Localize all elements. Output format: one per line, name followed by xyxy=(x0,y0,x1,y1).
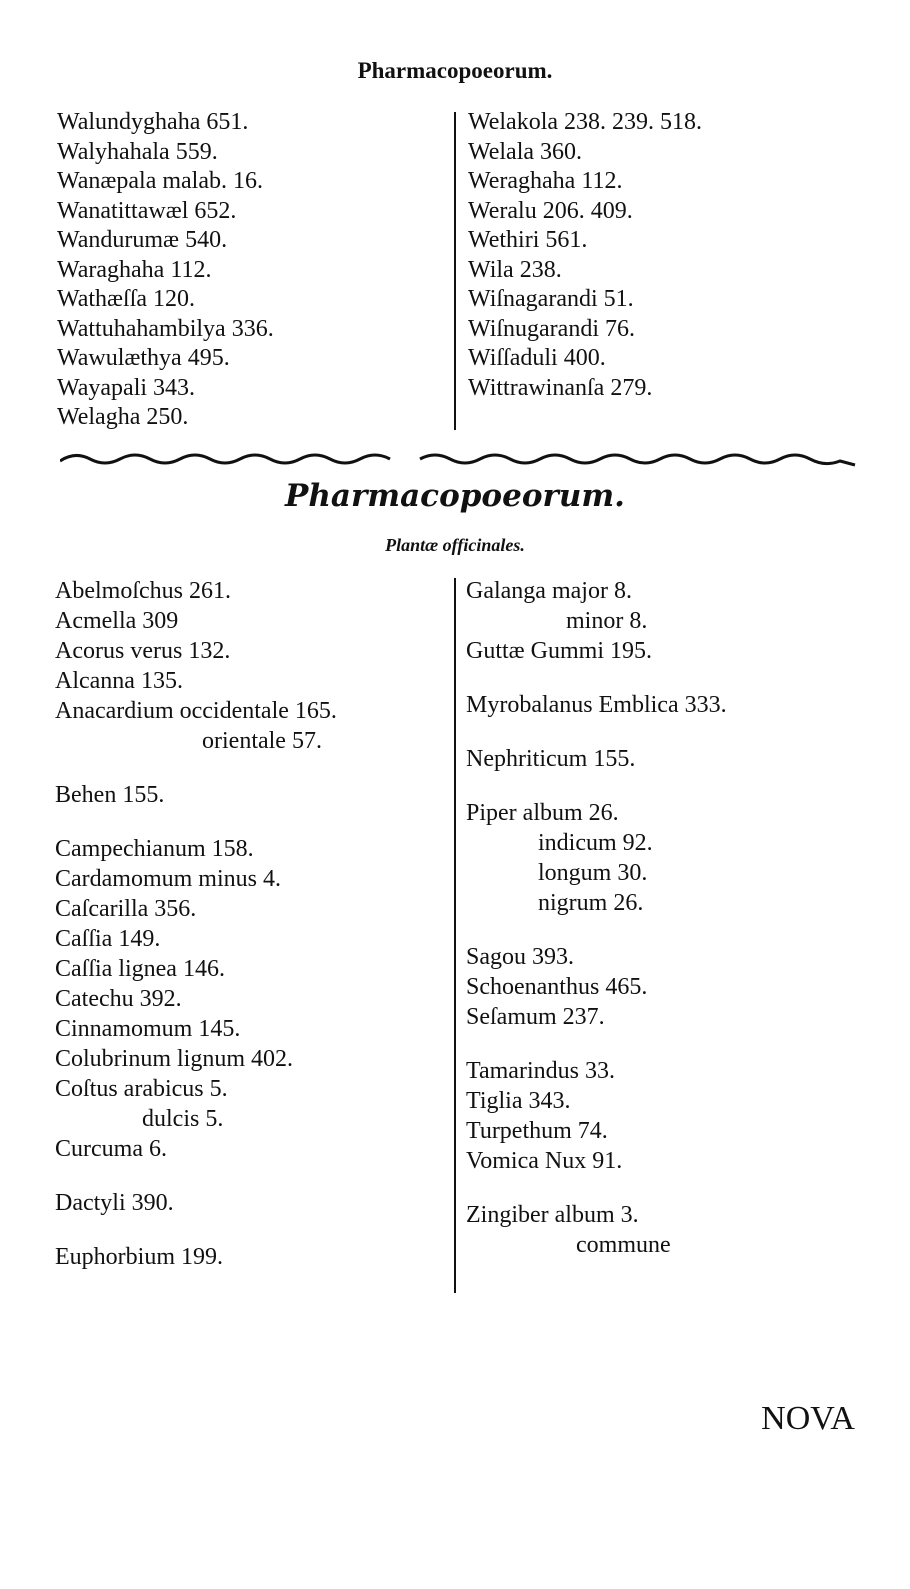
entry-page-number: 158. xyxy=(211,836,254,862)
entry-page-number: 561. xyxy=(545,227,588,253)
entry-term: Dactyli xyxy=(55,1190,126,1216)
entry-page-number: 76. xyxy=(605,315,635,342)
entry-term: Wayapali xyxy=(57,374,148,401)
entry-page-number: 91. xyxy=(592,1148,623,1174)
entry-page-number: 165. xyxy=(294,698,337,724)
entry-page-number: 333. xyxy=(684,692,727,718)
entry-page-number: 238. xyxy=(519,256,562,283)
entry-page-number: 8. xyxy=(629,608,648,634)
index-entry xyxy=(55,1218,337,1242)
entry-page-number: 238. 239. 518. xyxy=(564,109,703,135)
entry-page-number: 336. xyxy=(231,315,274,342)
entry-term: Weralu xyxy=(468,197,537,224)
entry-term: Caſſia xyxy=(55,926,113,952)
entry-page-number: 120. xyxy=(153,286,196,312)
index-entry xyxy=(466,774,727,798)
index-entry xyxy=(55,834,337,864)
index-entry xyxy=(57,108,274,138)
entry-term: Anacardium occidentale xyxy=(55,698,289,724)
entry-term: Wiſnagarandi xyxy=(468,286,598,312)
entry-term: Wandurumæ xyxy=(57,227,180,253)
index-entry xyxy=(466,720,727,744)
entry-term: Schoenanthus xyxy=(466,974,600,1000)
index-entry xyxy=(55,1242,337,1272)
index-entry xyxy=(57,226,274,256)
index-entry xyxy=(466,576,727,606)
entry-page-number: 3. xyxy=(620,1202,639,1228)
index-entry xyxy=(466,888,727,918)
upper-column-rule xyxy=(454,112,456,430)
entry-term: indicum xyxy=(538,830,617,856)
entry-term: Vomica Nux xyxy=(466,1148,587,1174)
entry-page-number: 112. xyxy=(581,168,623,194)
entry-term: Wanatittawæl xyxy=(57,197,189,224)
entry-page-number: 652. xyxy=(194,197,237,224)
entry-page-number: 559. xyxy=(175,138,218,165)
index-entry xyxy=(466,606,727,636)
index-entry xyxy=(468,226,702,256)
upper-right-column xyxy=(468,108,702,403)
entry-page-number: 309 xyxy=(142,608,179,634)
entry-term: dulcis xyxy=(142,1106,200,1132)
index-entry xyxy=(468,256,702,286)
entry-term: Abelmoſchus xyxy=(55,578,183,604)
entry-term: Campechianum xyxy=(55,836,206,862)
entry-term: Wiſnugarandi xyxy=(468,315,599,342)
index-entry xyxy=(55,726,337,756)
entry-page-number: 261. xyxy=(188,578,231,604)
index-entry xyxy=(466,744,727,774)
entry-page-number: 540. xyxy=(185,227,228,253)
index-entry xyxy=(466,828,727,858)
entry-page-number: 8. xyxy=(613,578,632,604)
entry-page-number: 360. xyxy=(540,138,583,165)
entry-term: Wila xyxy=(468,256,514,283)
index-entry xyxy=(55,1188,337,1218)
entry-page-number: 206. 409. xyxy=(542,197,633,224)
index-entry xyxy=(57,403,274,433)
entry-page-number: 155. xyxy=(122,782,165,808)
entry-page-number: 145. xyxy=(198,1016,241,1042)
entry-term: Coſtus arabicus xyxy=(55,1076,204,1102)
entry-page-number: 393. xyxy=(532,944,574,970)
index-entry xyxy=(57,315,274,345)
entry-term: orientale xyxy=(202,728,286,754)
index-entry xyxy=(57,197,274,227)
entry-page-number: 51. xyxy=(603,286,634,312)
entry-page-number: 5. xyxy=(205,1106,224,1132)
index-entry xyxy=(466,1116,727,1146)
index-entry xyxy=(466,666,727,690)
entry-page-number: 343. xyxy=(153,374,196,401)
index-entry xyxy=(55,1134,337,1164)
entry-term: minor xyxy=(566,608,624,634)
entry-term: Wathæſſa xyxy=(57,286,148,312)
entry-term: Wanæpala malab. xyxy=(57,168,228,194)
index-entry xyxy=(468,344,702,374)
index-entry xyxy=(57,344,274,374)
index-entry xyxy=(466,972,727,1002)
entry-term: Nephriticum xyxy=(466,746,588,772)
entry-term: Walyhahala xyxy=(57,138,170,165)
index-entry xyxy=(55,984,337,1014)
entry-term: Piper album xyxy=(466,800,583,826)
entry-page-number: 356. xyxy=(154,896,197,922)
index-entry xyxy=(55,606,337,636)
entry-term: Wattuhahambilya xyxy=(57,315,226,342)
index-entry xyxy=(468,285,702,315)
index-entry xyxy=(468,197,702,227)
entry-term: Euphorbium xyxy=(55,1244,175,1270)
index-entry xyxy=(55,1044,337,1074)
entry-page-number: 392. xyxy=(139,986,182,1012)
entry-term: longum xyxy=(538,860,612,886)
entry-term: Wittrawinanſa xyxy=(468,374,605,401)
index-entry xyxy=(55,780,337,810)
entry-page-number: 16. xyxy=(233,168,264,194)
entry-term: Catechu xyxy=(55,986,134,1012)
index-entry xyxy=(55,696,337,726)
entry-term: Behen xyxy=(55,782,117,808)
index-entry xyxy=(57,138,274,168)
entry-page-number: 132. xyxy=(188,638,231,664)
index-entry xyxy=(57,374,274,404)
index-entry xyxy=(468,167,702,197)
entry-term: Waraghaha xyxy=(57,256,165,283)
entry-term: Myrobalanus Emblica xyxy=(466,692,679,718)
entry-term: Curcuma xyxy=(55,1136,143,1162)
entry-page-number: 33. xyxy=(584,1058,615,1084)
section-subtitle: Plantæ officinales. xyxy=(385,535,525,555)
entry-page-number: 149. xyxy=(118,926,161,952)
index-entry xyxy=(55,810,337,834)
entry-term: Welakola xyxy=(468,109,559,135)
entry-term: Wiſſaduli xyxy=(468,345,558,371)
entry-term: Caſſia lignea xyxy=(55,956,177,982)
entry-term: Alcanna xyxy=(55,668,135,694)
entry-page-number: 26. xyxy=(588,800,619,826)
lower-left-column xyxy=(55,576,337,1272)
entry-page-number: 26. xyxy=(613,890,644,916)
entry-page-number: 199. xyxy=(181,1244,223,1270)
index-entry xyxy=(57,167,274,197)
entry-term: Guttæ Gummi xyxy=(466,638,605,664)
index-entry xyxy=(466,858,727,888)
index-entry xyxy=(468,138,702,168)
entry-page-number: 495. xyxy=(187,345,230,371)
entry-term: Walundyghaha xyxy=(57,109,201,135)
entry-page-number: 343. xyxy=(528,1088,571,1114)
index-entry xyxy=(468,108,702,138)
entry-term: Tiglia xyxy=(466,1088,523,1114)
entry-page-number: 92. xyxy=(622,830,653,856)
entry-term: Welala xyxy=(468,138,535,165)
entry-term: nigrum xyxy=(538,890,608,916)
entry-page-number: 112. xyxy=(170,256,212,283)
entry-term: Colubrinum lignum xyxy=(55,1046,246,1072)
upper-left-column xyxy=(57,108,274,433)
entry-page-number: 135. xyxy=(140,668,183,694)
entry-term: Caſcarilla xyxy=(55,896,149,922)
index-entry xyxy=(468,374,702,404)
entry-page-number: 155. xyxy=(593,746,636,772)
index-entry xyxy=(466,1002,727,1032)
entry-page-number: 651. xyxy=(206,109,249,135)
lower-right-column xyxy=(466,576,727,1260)
entry-page-number: 237. xyxy=(562,1004,605,1030)
entry-page-number: 400. xyxy=(563,345,606,371)
index-entry xyxy=(57,256,274,286)
index-entry xyxy=(55,636,337,666)
catchword: NOVA xyxy=(761,1400,855,1437)
entry-page-number: 146. xyxy=(182,956,225,982)
index-entry xyxy=(55,894,337,924)
entry-page-number: 195. xyxy=(610,638,653,664)
index-entry xyxy=(55,756,337,780)
lower-column-rule xyxy=(454,578,456,1293)
entry-term: Acmella xyxy=(55,608,137,634)
wavy-divider xyxy=(60,447,860,469)
index-entry xyxy=(55,1164,337,1188)
entry-term: Welagha xyxy=(57,404,141,430)
entry-term: Tamarindus xyxy=(466,1058,579,1084)
entry-term: Galanga major xyxy=(466,578,608,604)
entry-term: Wethiri xyxy=(468,227,540,253)
entry-page-number: 4. xyxy=(262,866,281,892)
entry-term: Sagou xyxy=(466,944,526,970)
entry-term: Acorus verus xyxy=(55,638,183,664)
entry-term: Cardamomum minus xyxy=(55,866,257,892)
entry-term: Zingiber album xyxy=(466,1202,615,1228)
entry-term: Wawulæthya xyxy=(57,345,182,371)
index-entry xyxy=(466,1056,727,1086)
index-entry xyxy=(468,315,702,345)
index-entry xyxy=(466,636,727,666)
entry-term: Seſamum xyxy=(466,1004,557,1030)
entry-page-number: 402. xyxy=(251,1046,294,1072)
index-entry xyxy=(466,942,727,972)
index-entry xyxy=(466,918,727,942)
entry-page-number: 279. xyxy=(610,374,653,401)
index-entry xyxy=(55,864,337,894)
index-entry xyxy=(55,576,337,606)
entry-page-number: 6. xyxy=(148,1136,167,1162)
entry-page-number: 465. xyxy=(605,974,648,1000)
index-entry xyxy=(466,1032,727,1056)
running-head: Pharmacopoeorum. xyxy=(357,58,553,83)
entry-page-number: 5. xyxy=(209,1076,228,1102)
entry-term: commune xyxy=(576,1232,671,1258)
entry-term: Weraghaha xyxy=(468,168,576,194)
entry-page-number: 30. xyxy=(617,860,648,886)
entry-term: Cinnamomum xyxy=(55,1016,193,1042)
entry-page-number: 250. xyxy=(146,404,189,430)
index-entry xyxy=(55,1104,337,1134)
index-entry xyxy=(466,1230,727,1260)
index-entry xyxy=(466,798,727,828)
index-entry xyxy=(466,1146,727,1176)
index-entry xyxy=(466,690,727,720)
index-entry xyxy=(466,1176,727,1200)
index-entry xyxy=(55,666,337,696)
index-entry xyxy=(55,924,337,954)
entry-page-number: 57. xyxy=(291,728,322,754)
index-entry xyxy=(55,1014,337,1044)
section-title: Pharmacopoeorum. xyxy=(285,478,625,514)
index-entry xyxy=(466,1086,727,1116)
index-entry xyxy=(55,954,337,984)
entry-page-number: 390. xyxy=(131,1190,174,1216)
index-entry xyxy=(466,1200,727,1230)
entry-term: Turpethum xyxy=(466,1118,572,1144)
index-entry xyxy=(55,1074,337,1104)
entry-page-number: 74. xyxy=(577,1118,608,1144)
index-entry xyxy=(57,285,274,315)
